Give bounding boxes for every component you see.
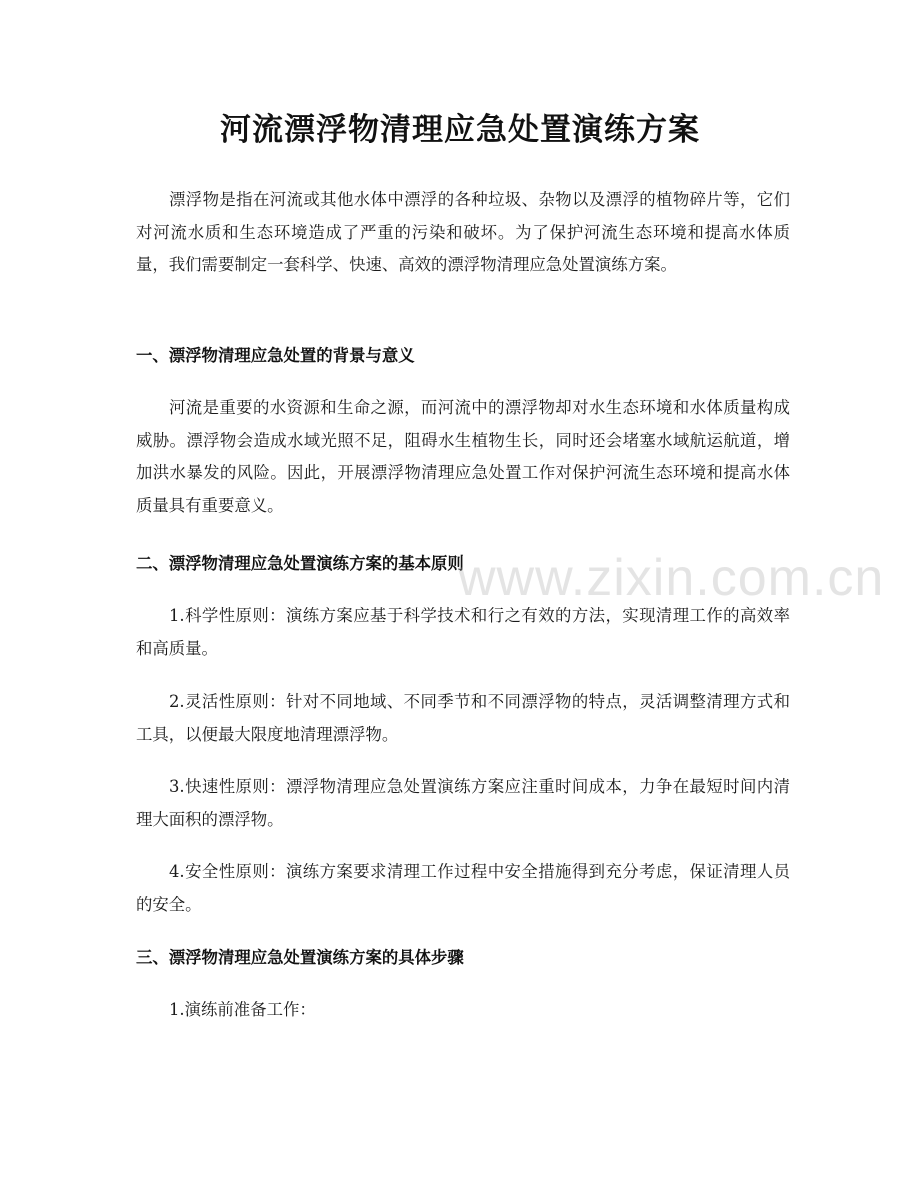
principle-1: 1.科学性原则：演练方案应基于科学技术和行之有效的方法，实现清理工作的高效率和高质量。 xyxy=(136,606,790,658)
section-1-heading: 一、漂浮物清理应急处置的背景与意义 xyxy=(136,346,415,365)
principle-2: 2.灵活性原则：针对不同地域、不同季节和不同漂浮物的特点，灵活调整清理方式和工具，以便最大限度地清理漂浮物。 xyxy=(136,692,790,744)
section-2-heading: 二、漂浮物清理应急处置演练方案的基本原则 xyxy=(136,554,464,573)
section-1-paragraph: 河流是重要的水资源和生命之源，而河流中的漂浮物却对水生态环境和水体质量构成威胁。漂浮物会造成水域光照不足，阻碍水生植物生长，同时还会堵塞水域航运航道，增加洪水暴发的风险。因此，开展漂浮物清理应急处置工作对保护河流生态环境和提高水体质量具有重要意义。 xyxy=(136,398,790,515)
section-3-heading: 三、漂浮物清理应急处置演练方案的具体步骤 xyxy=(136,948,464,967)
watermark: www.zixin.com.cn xyxy=(458,549,885,607)
step-1: 1.演练前准备工作： xyxy=(169,1000,316,1019)
principle-4: 4.安全性原则：演练方案要求清理工作过程中安全措施得到充分考虑，保证清理人员的安全。 xyxy=(136,862,790,914)
principle-3: 3.快速性原则：漂浮物清理应急处置演练方案应注重时间成本，力争在最短时间内清理大面积的漂浮物。 xyxy=(136,777,790,829)
intro-paragraph: 漂浮物是指在河流或其他水体中漂浮的各种垃圾、杂物以及漂浮的植物碎片等，它们对河流水质和生态环境造成了严重的污染和破坏。为了保护河流生态环境和提高水体质量，我们需要制定一套科学、快速、高效的漂浮物清理应急处置演练方案。 xyxy=(136,190,790,274)
document-title: 河流漂浮物清理应急处置演练方案 xyxy=(220,112,700,148)
